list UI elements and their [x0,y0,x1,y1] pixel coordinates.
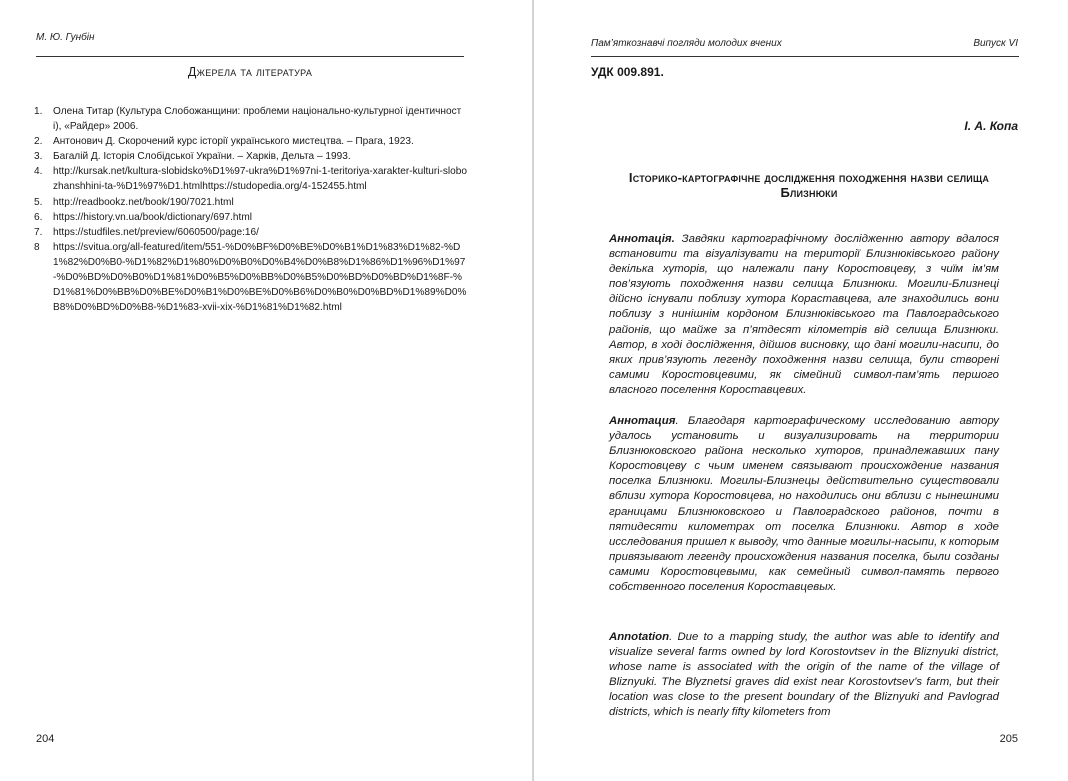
reference-number: 4. [34,166,43,178]
running-head-author: М. Ю. Гунбін [36,32,95,43]
reference-text: Антонович Д. Скорочений курс історії українського мистецтва. – Прага, 1923. [53,136,414,148]
reference-number: 3. [34,151,43,163]
header-rule [591,56,1019,57]
abstract-russian [609,414,999,595]
reference-number: 7. [34,226,43,238]
reference-item [34,104,468,134]
reference-list [34,104,468,315]
abstract-english [609,630,999,721]
left-page [0,0,533,781]
udk-code: УДК 009.891. [591,65,664,79]
reference-item [34,134,468,149]
reference-link[interactable]: http://readbookz.net/book/190/7021.html [53,196,234,208]
reference-link[interactable]: https://studfiles.net/preview/6060500/page:16/ [53,226,259,238]
reference-number: 2. [34,136,43,148]
page-number-left: 204 [36,733,55,745]
section-title: Джерела та література [187,65,313,79]
header-rule [36,56,464,57]
abstract-label: Annotation [609,631,670,643]
abstract-text: . Благодаря картографическому исследованию автору удалось установить и визуализировать на территории Близнюковского района несколько хуторов, принадлежавших пану Коростовцеву с чьим именем связывают происхождение названия поселка Близнюки. Могилы-Близнецы действительно существовали вблизи хутора Коростовцева, но находились они вблизи с нынешними границами Близнюковского и Павлоградского районов, почти в пятидесяти километрах от поселка Близнюки. Автор в ходе исследования пришел к выводу, что данные могилы-насыпи, к которым привязывают легенду происхождения названия поселка, были созданы самими Коростовцевыми, как семейный символ-память первого собственного поселения Короставцевых. [609,415,999,594]
running-head-issue: Випуск VI [973,38,1018,49]
reference-number: 1. [34,106,43,117]
reference-number: 5. [34,196,43,208]
abstract-label: Аннотація. [609,233,675,245]
reference-link[interactable]: http://kursak.net/kultura-slobidsko%D1%97-ukra%D1%97ni-1-teritoriya-xarakter-kulturi-slobozhanshhini-ta-%D1%97%D1.htmlhttps://studopedia.org/4-152455.html [53,166,468,193]
reference-text: Багалій Д. Історія Слобідської України. – Харків, Дельта – 1993. [53,151,351,163]
abstract-text: Завдяки картографічному дослідженню автору вдалося встановити та візуалізувати на території Близнюківського району декілька хуторів, що належали пану Коростовцеву, з чиїм ім’ям пов’язують походження назви селища Близнюки. Могили-Близнеці дійсно існували поблизу хутора Кораставцева, але знаходились вони поблизу з нинішнім кордоном Близнюківського та Павлоградського районів, що майже за п’ятдесят кілометрів від селища Близнюки. Автор, в ході дослідження, дійшов висновку, що дані могили-насипи, до яких прив’язують легенду походження назви селища, були створені самими Коростовцевими, як сімейний символ-пам’ять першого власного поселення Короставцевих. [609,233,999,396]
abstract-ukrainian [609,232,999,398]
running-head-journal: Пам’яткознавчі погляди молодих вчених [591,38,782,49]
reference-item [34,164,468,194]
reference-text: Олена Титар (Культура Слобожанщини: проблеми національно-культурної ідентичності), «Райдер» 2006. [53,106,462,133]
reference-link[interactable]: https://history.vn.ua/book/dictionary/697.html [53,211,252,223]
abstract-label: Аннотация [609,415,676,427]
reference-number: 8 [34,241,40,253]
page-number-right: 205 [999,733,1018,745]
reference-item [34,149,468,164]
reference-number: 6. [34,211,43,223]
reference-link[interactable]: https://svitua.org/all-featured/item/551-%D0%BF%D0%BE%D0%B1%D1%83%D1%82-%D1%82%D0%B0-%D1%82%D1%80%D0%B0%D0%B4%D0%B8%D1%86%D1%96%D1%97-%D0%BD%D0%B0%D1%81%D0%B5%D0%BB%D0%B5%D0%BD%D0%BD%D1%8F-%D1%81%D0%BB%D0%BE%D0%B1%D0%BE%D0%B6%D0%B0%D0%BD%D1%89%D0%B8%D0%BD%D0%B8-%D1%83-xvii-xix-%D1%81%D1%82.html [53,241,467,314]
reference-item [34,225,468,240]
right-page [534,0,1068,781]
reference-item [34,240,468,315]
article-author: І. А. Копа [964,119,1018,133]
abstract-text: . Due to a mapping study, the author was able to identify and visualize several farms owned by lord Korostovtsev in the Bliznyuki district, whose name is associated with the origin of the name of the village of Bliznyuki. The Blyznetsi graves did exist near Korostovtsev’s farm, but their location was close to the present boundary of the Bliznyuki and Pavlograd districts, which is nearly fifty kilometers from [609,631,999,719]
article-title: Історико-картографічне дослідження походження назви селища Близнюки [628,170,990,200]
reference-item [34,195,468,210]
reference-item [34,210,468,225]
